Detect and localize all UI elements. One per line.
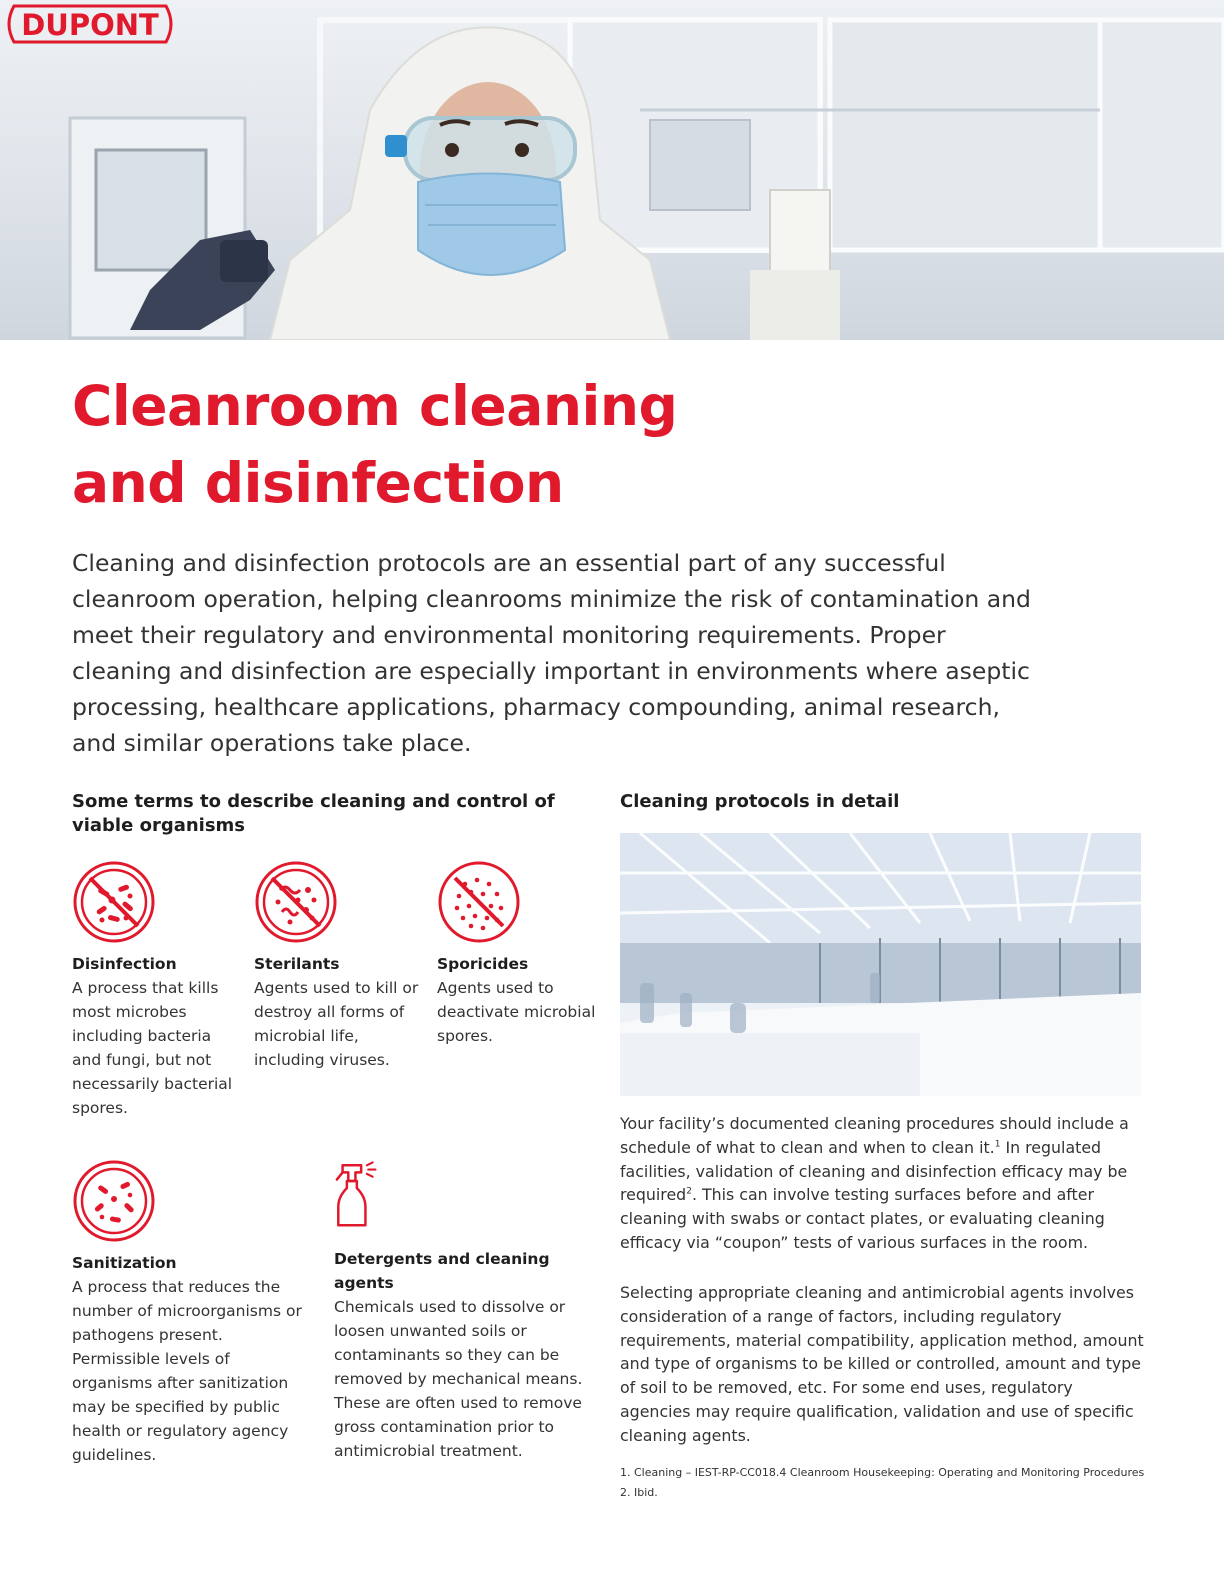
footnote-ref: 1 [994, 1139, 1001, 1150]
hero-photo [0, 0, 1224, 340]
term-sanitization [72, 1159, 307, 1467]
paragraph-text: . This can involve testing surfaces before and after cleaning with swabs or contact plates, or evaluating cleaning efficacy via “coupon” tests of various surfaces in the room. [620, 1185, 1105, 1252]
term-description: Agents used to deactivate microbial spores. [437, 979, 596, 1045]
term-name: Detergents and cleaning agents [334, 1250, 550, 1292]
term-description: Agents used to kill or destroy all forms of microbial life, including viruses. [254, 979, 419, 1069]
term-sporicides [437, 860, 607, 1048]
spray-bottle-icon [334, 1149, 394, 1243]
cleanroom-worker-illustration [0, 0, 1224, 340]
title-line-2: and disinfection [72, 451, 564, 515]
protocols-heading: Cleaning protocols in detail [620, 791, 900, 812]
reduced-microbes-icon [72, 1159, 156, 1243]
term-name: Disinfection [72, 955, 177, 973]
protocols-paragraph-1 [620, 1112, 1145, 1255]
dupont-logo [0, 0, 180, 48]
term-name: Sanitization [72, 1254, 177, 1272]
term-sterilants [254, 860, 419, 1072]
term-detergents [334, 1149, 604, 1463]
footnote-2: 2. Ibid. [620, 1486, 658, 1499]
term-disinfection [72, 860, 242, 1120]
intro-paragraph: Cleaning and disinfection protocols are an essential part of any successful cleanroom operation, helping cleanrooms minimize the risk of contamination and meet their regulatory and environmental monitoring requirements. Proper cleaning and disinfection are especially important in environments where aseptic processing, healthcare applications, pharmacy compounding, animal research, and similar operations take place. [72, 549, 1031, 757]
page-title [72, 368, 832, 522]
laboratory-photo [620, 833, 1141, 1096]
term-name: Sterilants [254, 955, 340, 973]
laboratory-illustration [620, 833, 1141, 1096]
paragraph-text: Your facility’s documented cleaning procedures should include a schedule of what to clean and when to clean it. [620, 1114, 1129, 1157]
no-microbes-icon [72, 860, 156, 944]
title-line-1: Cleanroom cleaning [72, 374, 678, 438]
term-description: Chemicals used to dissolve or loosen unwanted soils or contaminants so they can be removed by mechanical means. These are often used to remove gross contamination prior to antimicrobial treatment. [334, 1298, 583, 1460]
protocols-paragraph-2: Selecting appropriate cleaning and antimicrobial agents involves consideration of a range of factors, including regulatory requirements, material compatibility, application method, amount and type of organisms to be killed or controlled, amount and type of soil to be removed, etc. For some end uses, regulatory agencies may require qualification, validation and use of specific cleaning agents. [620, 1283, 1144, 1445]
term-name: Sporicides [437, 955, 529, 973]
footnote-1: 1. Cleaning – IEST-RP-CC018.4 Cleanroom Housekeeping: Operating and Monitoring Procedures [620, 1466, 1145, 1479]
svg-text:DUPONT: DUPONT [21, 8, 159, 42]
terms-heading: Some terms to describe cleaning and control of viable organisms [72, 791, 555, 836]
paragraph-text: In regulated facilities, validation of cleaning and disinfection efficacy may be required [620, 1137, 1128, 1205]
footnote-ref: 2 [686, 1187, 692, 1198]
term-description: A process that reduces the number of microorganisms or pathogens present. Permissible levels of organisms after sanitization may be specified by public health or regulatory agency guidelines. [72, 1278, 302, 1464]
term-description: A process that kills most microbes including bacteria and fungi, but not necessarily bacterial spores. [72, 979, 233, 1117]
no-all-microbes-icon [254, 860, 338, 944]
no-spores-icon [437, 860, 521, 944]
